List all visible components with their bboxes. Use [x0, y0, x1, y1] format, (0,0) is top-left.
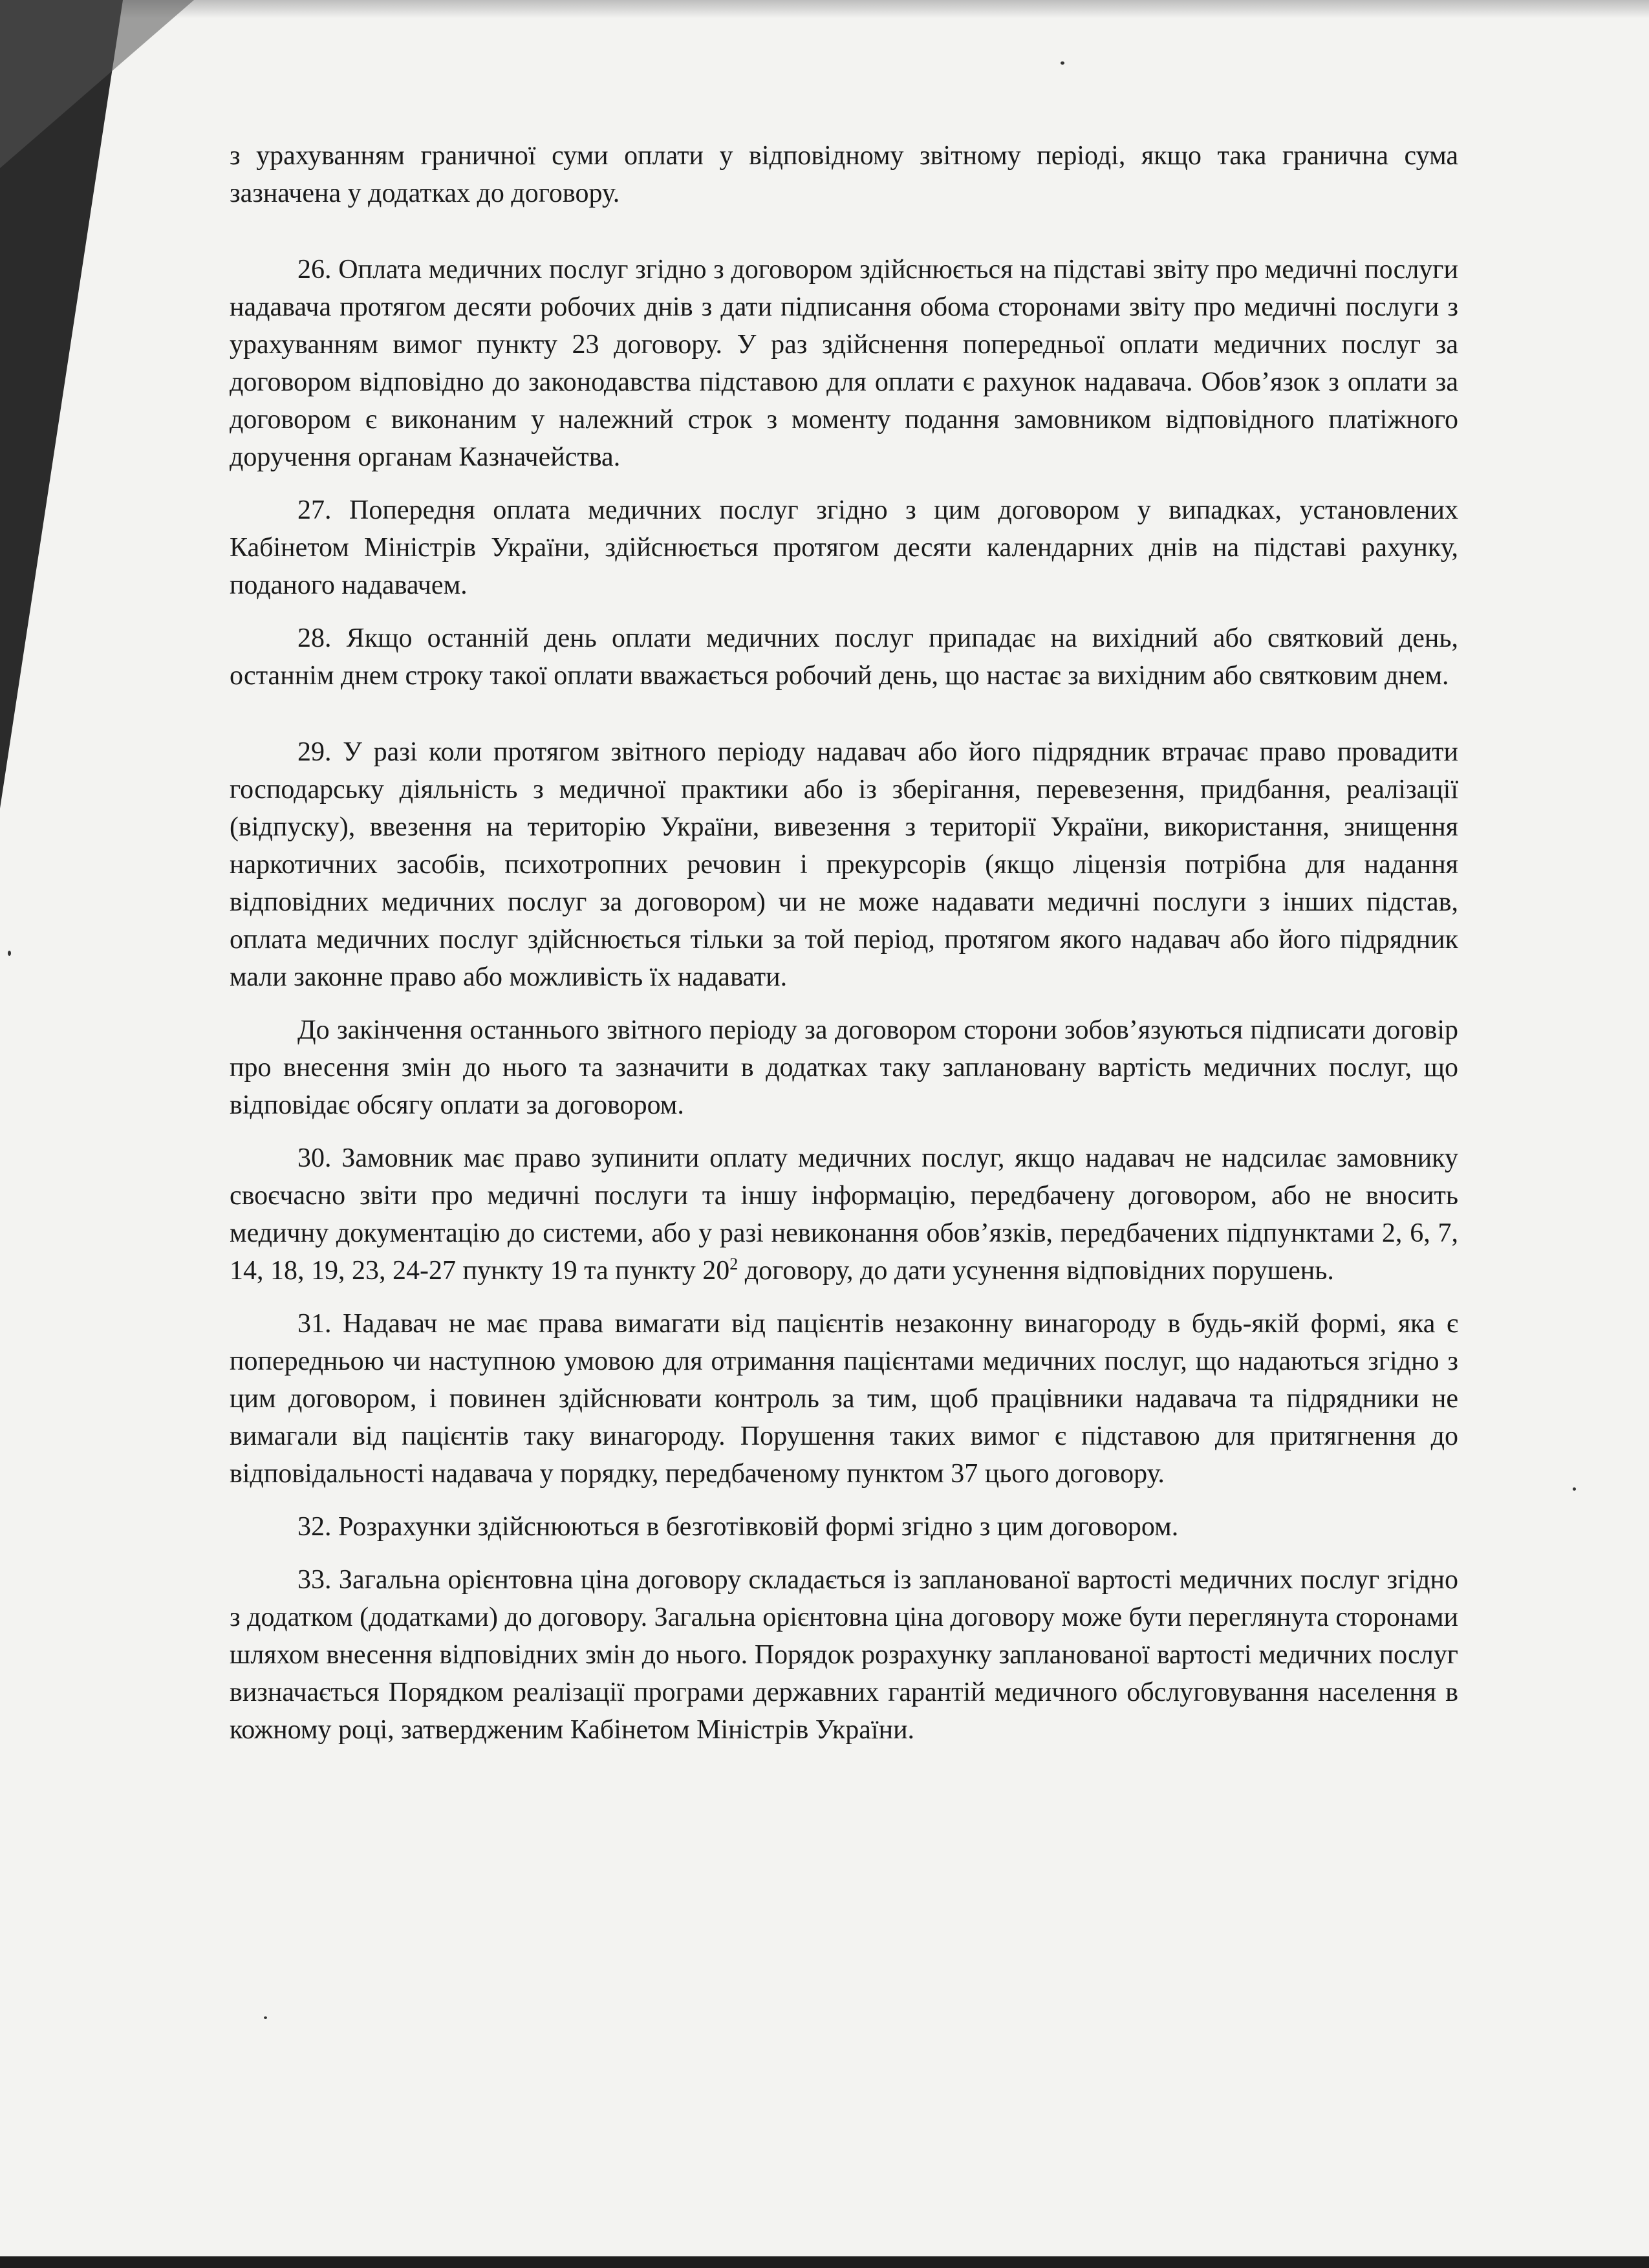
paragraph-32: 32. Розрахунки здійснюються в безготівковій формі згідно з цим договором.	[297, 1512, 1179, 1542]
scan-speck	[1573, 1487, 1576, 1491]
paragraph-29: 29. У разі коли протягом звітного періоду надавач або його підрядник втрачає право провадити господарську діяльність з медичної практики або із зберігання, перевезення, придбання, реалізації (відпуску), ввезення на територію України, вивезення з території України, використання, знищення наркотичних засобів, психотропних речовин і прекурсорів (якщо ліцензія потрібна для надання відповідних медичних послуг за договором) чи не може надавати медичні послуги з інших підстав, оплата медичних послуг здійснюється тільки за той період, протягом якого надавач або його підрядник мали законне право або можливість їх надавати.	[230, 737, 1458, 992]
paragraph-27: 27. Попередня оплата медичних послуг згідно з цим договором у випадках, установлених Кабінетом Міністрів України, здійснюється протягом десяти календарних днів на підставі рахунку, поданого надавачем.	[230, 495, 1458, 600]
paragraph-30-superscript: 2	[729, 1255, 738, 1273]
scan-speck	[1061, 61, 1064, 65]
paragraph-25-continuation: з урахуванням граничної суми оплати у відповідному звітному періоді, якщо така гранична сума зазначена у додатках до договору.	[230, 141, 1458, 208]
paragraph-30	[230, 1139, 1458, 1290]
scan-bottom-edge	[0, 2256, 1649, 2268]
paragraph-26: 26. Оплата медичних послуг згідно з договором здійснюється на підставі звіту про медичні послуги надавача протягом десяти робочих днів з дати підписання обома сторонами звіту про медичні послуги з урахуванням вимог пункту 23 договору. У раз здійснення попередньої оплати медичних послуг за договором відповідно до законодавства підставою для оплати є рахунок надавача. Обов’язок з оплати за договором є виконаним у належний строк з моменту подання замовником відповідного платіжного доручення органам Казначейства.	[230, 255, 1458, 472]
paragraph-28: 28. Якщо останній день оплати медичних послуг припадає на вихідний або святковий день, останнім днем строку такої оплати вважається робочий день, що настає за вихідним або святковим днем.	[230, 623, 1458, 691]
paragraph-29-second: До закінчення останнього звітного періоду за договором сторони зобов’язуються підписати договір про внесення змін до нього та зазначити в додатках таку заплановану вартість медичних послуг, що відповідає обсягу оплати за договором.	[230, 1015, 1458, 1120]
scan-speck	[264, 2016, 267, 2019]
document-body	[230, 137, 1458, 1764]
scan-corner-shade	[0, 0, 194, 168]
paragraph-30-text-end: договору, до дати усунення відповідних порушень.	[738, 1256, 1334, 1286]
scan-speck	[8, 951, 11, 956]
scan-top-shadow	[0, 0, 1649, 18]
paragraph-30-text: 30. Замовник має право зупинити оплату медичних послуг, якщо надавач не надсилає замовнику своєчасно звіти про медичні послуги та іншу інформацію, передбачену договором, або не вносить медичну документацію до системи, або у разі невиконання обов’язків, передбачених підпунктами 2, 6, 7, 14, 18, 19, 23, 24-27 пункту 19 та пункту 20	[230, 1143, 1458, 1286]
paragraph-33: 33. Загальна орієнтовна ціна договору складається із запланованої вартості медичних послуг згідно з додатком (додатками) до договору. Загальна орієнтовна ціна договору може бути переглянута сторонами шляхом внесення відповідних змін до нього. Порядок розрахунку запланованої вартості медичних послуг визначається Порядком реалізації програми державних гарантій медичного обслуговування населення в кожному році, затвердженим Кабінетом Міністрів України.	[230, 1565, 1459, 1745]
paragraph-31: 31. Надавач не має права вимагати від пацієнтів незаконну винагороду в будь-якій формі, яка є попередньою чи наступною умовою для отримання пацієнтами медичних послуг, що надаються згідно з цим договором, і повинен здійснювати контроль за тим, щоб працівники надавача та підрядники не вимагали від пацієнтів таку винагороду. Порушення таких вимог є підставою для притягнення до відповідальності надавача у порядку, передбаченому пунктом 37 цього договору.	[230, 1309, 1458, 1489]
